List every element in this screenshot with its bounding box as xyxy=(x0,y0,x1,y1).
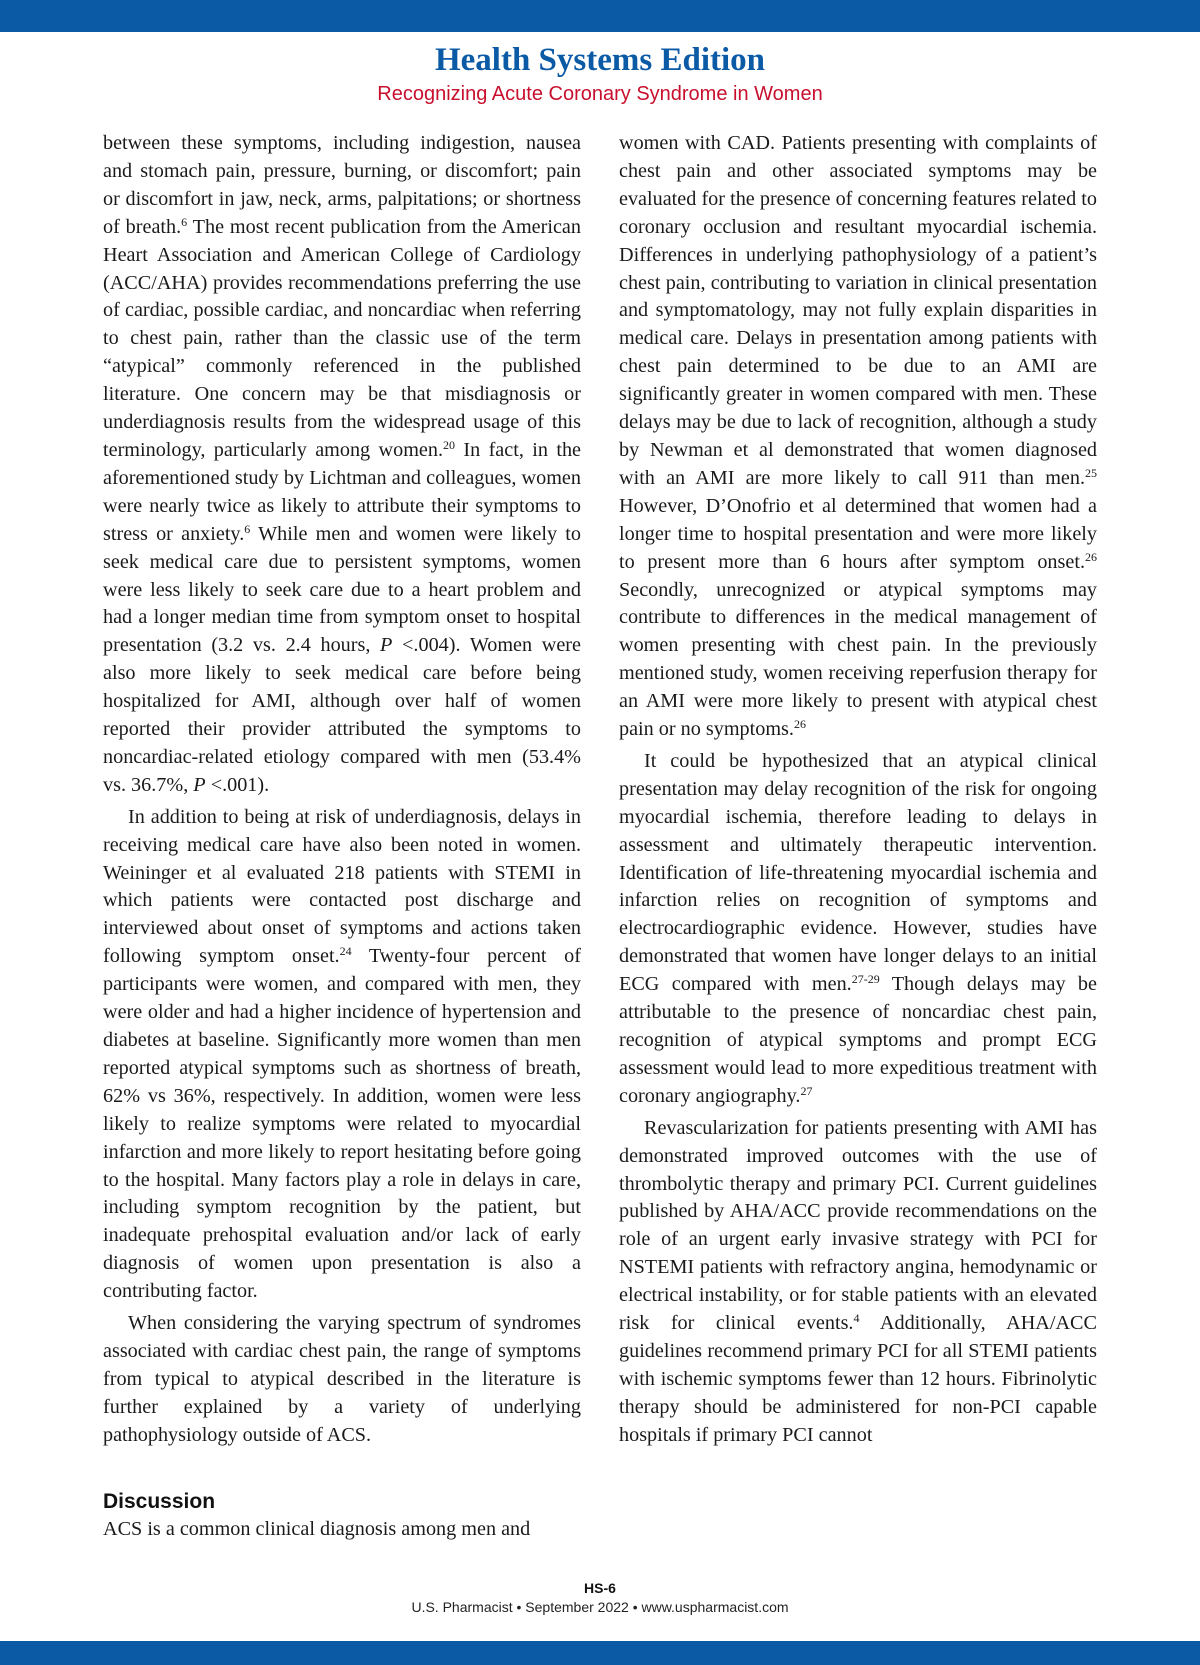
bottom-color-band xyxy=(0,1641,1200,1665)
page-number: HS-6 xyxy=(584,1580,616,1596)
paragraph-revascularization: Revascularization for patients presenting with AMI has demonstrated improved outcomes with the use of thrombolytic therapy and primary PCI. Current guidelines published by AHA/ACC provide recommendations on the role of an urgent early invasive strategy with PCI for NSTEMI patients with refractory angina, hemodynamic or electrical instability, or for stable patients with an elevated risk for clinical events.$^4$ Additionally, AHA/ACC guidelines recommend primary PCI for all STEMI patients with ischemic symptoms fewer than 12 hours. Fibrinolytic therapy should be administered for non-PCI capable hospitals if primary PCI cannot xyxy=(619,1116,1097,1446)
edition-title: Health Systems Edition xyxy=(434,42,766,78)
citation: 24 xyxy=(339,944,352,959)
citation: 20 xyxy=(443,437,456,452)
article-running-title: Recognizing Acute Coronary Syndrome in Women xyxy=(377,83,823,105)
discussion-heading: Discussion xyxy=(103,1489,216,1513)
top-color-band xyxy=(0,0,1200,32)
paragraph-presentation: women with CAD. Patients presenting with complaints of chest pain and other associated symptoms may be evaluated for the presence of concerning features related to coronary occlusion and resultant myocardial ischemia. Differences in underlying pathophysiology of a patient’s chest pain, contributing to variation in clinical presentation and symptomatology, may not fully explain disparities in medical care. Delays in presentation among patients with chest pain determined to be due to an AMI are significantly greater in women compared with men. These delays may be due to lack of recognition, although a study by Newman et al demonstrated that women diagnosed with an AMI are more likely to call 911 than men.$^{25}$ However, D’Onofrio et al determined that women had a longer time to hospital presentation and were more likely to present more than 6 hours after symptom onset.$^{26}$ Secondly, unrecognized or atypical symptoms may contribute to differences in the medical management of women presenting with chest pain. In the previously mentioned study, women receiving reperfusion therapy for an AMI were more likely to present with atypical chest pain or no symptoms.$^{26}$ xyxy=(619,132,1097,741)
citation: 6 xyxy=(181,214,188,229)
citation: 27-29 xyxy=(851,972,880,987)
paragraph-spectrum: When considering the varying spectrum of syndromes associated with cardiac chest pain, the range of symptoms from typical to atypical described in the literature is further explained by a variety of underlying pathophysiology outside of ACS. xyxy=(103,1312,581,1446)
citation: 4 xyxy=(853,1311,860,1326)
left-column xyxy=(103,130,581,1544)
citation: 25 xyxy=(1085,465,1097,480)
right-column xyxy=(619,130,1097,1450)
paragraph-delays: In addition to being at risk of underdiagnosis, delays in receiving medical care have also been noted in women. Weininger et al evaluated 218 patients with STEMI in which patients were contacted post discharge and interviewed about onset of symptoms and actions taken following symptom onset.$^{24}$ Twenty-four percent of participants were women, and compared with men, they were older and had a higher incidence of hypertension and diabetes at baseline. Significantly more women than men reported atypical symptoms such as shortness of breath, 62% vs 36%, respectively. In addition, women were less likely to realize symptoms were related to myocardial infarction and more likely to report hesitating before going to the hospital. Many factors play a role in delays in care, including symptom recognition by the patient, but inadequate prehospital evaluation and/or lack of early diagnosis of women upon presentation is also a contributing factor. xyxy=(103,805,581,1303)
citation: 26 xyxy=(1085,549,1097,564)
citation: 26 xyxy=(793,717,806,732)
paragraph-discussion: ACS is a common clinical diagnosis among men and xyxy=(103,1517,531,1540)
citation: 6 xyxy=(244,521,251,536)
citation: 27 xyxy=(800,1083,813,1098)
publication-footer: U.S. Pharmacist • September 2022 • www.uspharmacist.com xyxy=(411,1599,789,1615)
paragraph-symptoms: between these symptoms, including indigestion, nausea and stomach pain, pressure, burning, or discomfort; pain or discomfort in jaw, neck, arms, palpitations; or shortness of breath.$^6$ The most recent publication from the American Heart Association and American College of Cardiology (ACC/AHA) provides recommendations preferring the use of cardiac, possible cardiac, and noncardiac when referring to chest pain, rather than the classic use of the term “atypical” commonly referenced in the published literature. One concern may be that misdiagnosis or underdiagnosis results from the widespread usage of this terminology, particularly among women.$^{20}$ In fact, in the aforementioned study by Lichtman and colleagues, women were nearly twice as likely to attribute their symptoms to stress or anxiety.$^6$ While men and women were likely to seek medical care due to persistent symptoms, women were less likely to seek care due to a heart problem and had a longer median time from symptom onset to hospital presentation (3.2 vs. 2.4 hours, P <.004). Women were also more likely to seek medical care before being hospitalized for AMI, although over half of women reported their provider attributed the symptoms to noncardiac-related etiology compared with men (53.4% vs. 36.7%, P <.001). xyxy=(103,132,581,796)
paragraph-hypothesis: It could be hypothesized that an atypical clinical presentation may delay recognition of the risk for ongoing myocardial ischemia, therefore leading to delays in assessment and ultimately therapeutic intervention. Identification of life-threatening myocardial ischemia and infarction relies on recognition of symptoms and electrocardiographic evidence. However, studies have demonstrated that women have longer delays to an initial ECG compared with men.$^{27-29}$ Though delays may be attributable to the presence of noncardiac chest pain, recognition of atypical symptoms and prompt ECG assessment would lead to more expeditious treatment with coronary angiography.$^{27}$ xyxy=(619,749,1097,1107)
